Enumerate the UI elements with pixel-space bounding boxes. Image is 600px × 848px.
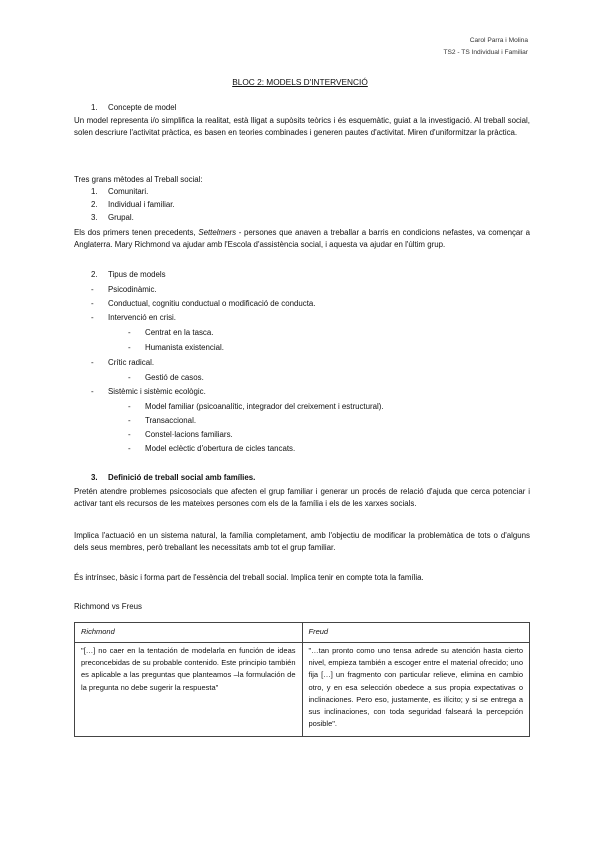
history-paragraph	[74, 227, 530, 251]
model-sub-item: Transaccional.	[145, 416, 197, 425]
model-sub-item: Constel·lacions familiars.	[145, 430, 233, 439]
list-bullet: -	[91, 358, 94, 367]
model-item: Crític radical.	[108, 358, 155, 367]
history-text-after: - persones que anaven a treballar a barris en condicions nefastes, va començar a Anglaterra. Mary Richmond va ajudar amb l'Escola d'assistència social, i aquesta va ajudar en l'últim grup.	[74, 228, 530, 250]
model-item: Conductual, cognitiu conductual o modificació de conducta.	[108, 299, 316, 308]
section-2-number: 2.	[91, 270, 98, 279]
table-header-row	[75, 623, 530, 643]
method-2-number: 2.	[91, 200, 98, 209]
method-1-label: Comunitari.	[108, 187, 149, 196]
table-header-richmond: Richmond	[75, 623, 303, 643]
method-3-label: Grupal.	[108, 213, 134, 222]
model-sub-item: Model eclèctic d'obertura de cicles tancats.	[145, 444, 296, 453]
page-title: BLOC 2: MODELS D'INTERVENCIÓ	[232, 77, 368, 87]
comparison-heading: Richmond vs Freus	[74, 602, 142, 611]
table-row	[75, 643, 530, 737]
list-sub-bullet: -	[128, 402, 131, 411]
method-1-number: 1.	[91, 187, 98, 196]
section-2-heading: Tipus de models	[108, 270, 166, 279]
model-item: Psicodinàmic.	[108, 285, 157, 294]
list-sub-bullet: -	[128, 444, 131, 453]
methods-intro: Tres grans mètodes al Treball social:	[74, 175, 203, 184]
list-bullet: -	[91, 299, 94, 308]
table-header-freud: Freud	[302, 623, 530, 643]
model-item: Intervenció en crisi.	[108, 313, 176, 322]
list-bullet: -	[91, 387, 94, 396]
section-3-number: 3.	[91, 473, 98, 482]
section-3-paragraph-2: Implica l'actuació en un sistema natural, la família completament, amb l'objectiu de modificar la problemàtica de tots o d'alguns dels seus membres, però treballant les necessitats amb tot el grup familiar.	[74, 531, 530, 553]
list-sub-bullet: -	[128, 328, 131, 337]
model-item: Sistèmic i sistèmic ecològic.	[108, 387, 206, 396]
history-emphasis: Settelmers	[198, 228, 237, 237]
list-bullet: -	[91, 313, 94, 322]
richmond-quote: "[…] no caer en la tentación de modelarla en función de ideas preconcebidas de su probable contenido. Este principio también es aplicable a las preguntas que planteamos –la formulación de la pregunta no debe sugerir la respuesta"	[75, 643, 303, 737]
history-text-before: Els dos primers tenen precedents,	[74, 228, 199, 237]
freud-quote: "…tan pronto como uno tensa adrede su atención hasta cierto nivel, empieza también a escoger entre el material ofrecido; uno fija […] un fragmento con particular relieve, elimina en cambio otro, y en esa selección obedece a sus propia expectativas o inclinaciones. Pero eso, justamente, es ilícito; y si se entrega a sus inclinaciones, con toda seguridad falseará la percepción posible".	[302, 643, 530, 737]
method-3-number: 3.	[91, 213, 98, 222]
model-sub-item: Model familiar (psicoanalític, integrador del creixement i estructural).	[145, 402, 384, 411]
header-author: Carol Parra i Molina	[469, 37, 528, 44]
list-sub-bullet: -	[128, 343, 131, 352]
section-1-paragraph: Un model representa i/o simplifica la realitat, està lligat a supòsits teòrics i és esquemàtic, guiat a la investigació. Al treball social, solen descriure l'activitat pràctica, es basen en teories combinades i generen pautes d'activitat. Miren d'uniformitzar la pràctica.	[74, 116, 530, 138]
comparison-table	[74, 622, 530, 737]
section-1-number: 1.	[91, 103, 98, 112]
section-3-paragraph-3: És intrínsec, bàsic i forma part de l'essència del treball social. Implica tenir en compte tota la família.	[74, 573, 424, 582]
section-3-heading: Definició de treball social amb famílies.	[108, 473, 256, 482]
section-3-paragraph-1: Pretén atendre problemes psicosocials que afecten el grup familiar i generar un procés de relació d'ajuda que cerca potenciar i activar tant els recursos de les mateixes persones com els de la família i els de les xarxes socials.	[74, 487, 530, 509]
list-sub-bullet: -	[128, 430, 131, 439]
list-bullet: -	[91, 285, 94, 294]
model-sub-item: Centrat en la tasca.	[145, 328, 214, 337]
section-1-heading: Concepte de model	[108, 103, 177, 112]
header-course: TS2 - TS Individual i Familiar	[443, 49, 528, 56]
model-sub-item: Gestió de casos.	[145, 373, 204, 382]
method-2-label: Individual i familiar.	[108, 200, 175, 209]
list-sub-bullet: -	[128, 416, 131, 425]
list-sub-bullet: -	[128, 373, 131, 382]
model-sub-item: Humanista existencial.	[145, 343, 224, 352]
